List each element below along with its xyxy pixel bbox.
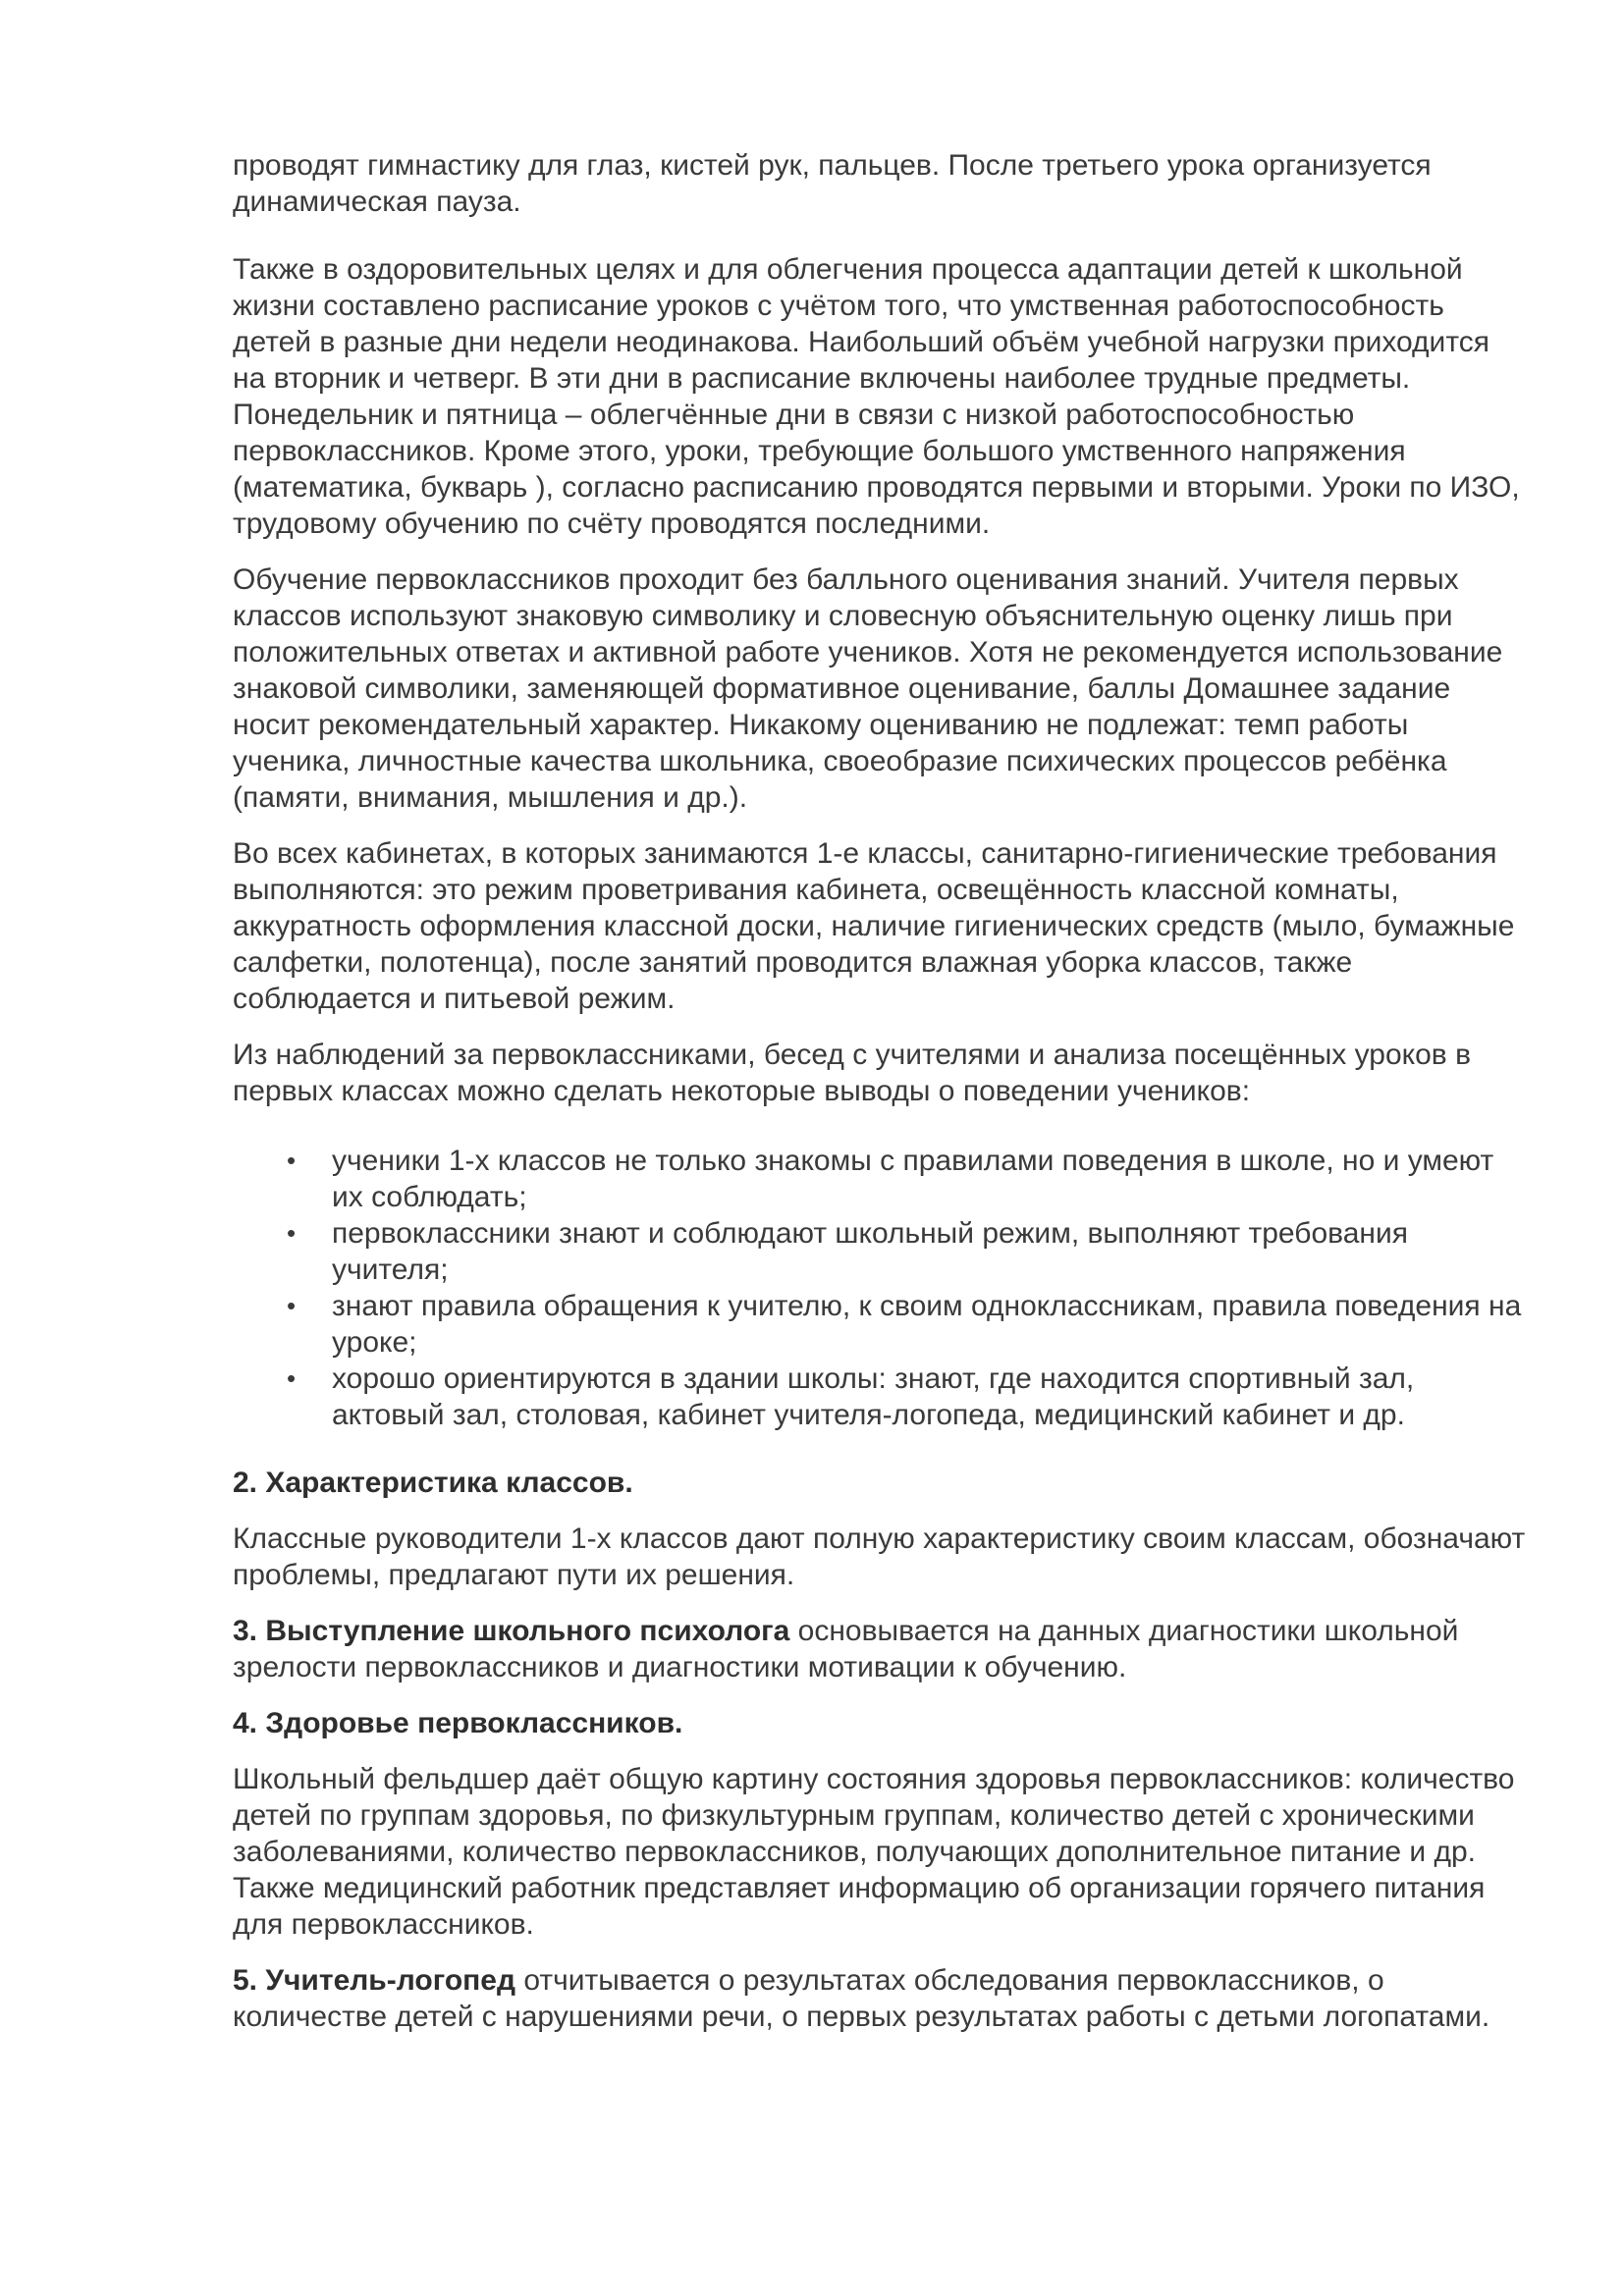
psychologist-text: основывается на данных диагностики школьной зрелости первоклассников и диагностики мотивации к обучению. bbox=[233, 1615, 1459, 1683]
paragraph-observations: Из наблюдений за первоклассниками, бесед с учителями и анализа посещённых уроков в первых классах можно сделать некоторые выводы о поведении учеников: bbox=[233, 1039, 1472, 1107]
paragraph-speech-therapist bbox=[233, 1962, 1529, 2035]
section-heading-health: 4. Здоровье первоклассников. bbox=[233, 1707, 683, 1739]
paragraph-health: Школьный фельдшер даёт общую картину состояния здоровья первоклассников: количество детей по группам здоровья, по физкультурным группам, количество детей с хроническими заболеваниями, количество первоклассников, получающих дополнительное питание и др. Также медицинский работник представляет информацию об организации горячего питания для первоклассников. bbox=[233, 1763, 1515, 1941]
section-heading-speech-therapist: 5. Учитель-логопед bbox=[233, 1964, 516, 1997]
bullet-icon: • bbox=[287, 1218, 297, 1248]
list-item-text: знают правила обращения к учителю, к своим одноклассникам, правила поведения на уроке; bbox=[332, 1290, 1522, 1359]
list-item-text: ученики 1-х классов не только знакомы с правилами поведения в школе, но и умеют их соблюдать; bbox=[332, 1145, 1494, 1213]
list-item-text: первоклассники знают и соблюдают школьный режим, выполняют требования учителя; bbox=[332, 1217, 1408, 1286]
list-item bbox=[233, 1288, 1529, 1361]
speech-therapist-text: отчитывается о результатах обследования первоклассников, о количестве детей с нарушениями речи, о первых результатах работы с детьми логопатами. bbox=[233, 1964, 1490, 2033]
paragraph-gymnastics: проводят гимнастику для глаз, кистей рук, пальцев. После третьего урока организуется динамическая пауза. bbox=[233, 149, 1432, 218]
bullet-icon: • bbox=[287, 1146, 297, 1175]
paragraph-sanitary: Во всех кабинетах, в которых занимаются 1-е классы, санитарно-гигиенические требования выполняются: это режим проветривания кабинета, освещённость классной комнаты, аккуратность оформления классной доски, наличие гигиенических средств (мыло, бумажные салфетки, полотенца), после занятий проводится влажная уборка классов, также соблюдается и питьевой режим. bbox=[233, 837, 1515, 1015]
paragraph-schedule: Также в оздоровительных целях и для облегчения процесса адаптации детей к школьной жизни составлено расписание уроков с учётом того, что умственная работоспособность детей в разные дни недели неодинакова. Наибольший объём учебной нагрузки приходится на вторник и четверг. В эти дни в расписание включены наиболее трудные предметы. Понедельник и пятница – облегчённые дни в связи с низкой работоспособностью первоклассников. Кроме этого, уроки, требующие большого умственного напряжения (математика, букварь ), согласно расписанию проводятся первыми и вторыми. Уроки по ИЗО, трудовому обучению по счёту проводятся последними. bbox=[233, 253, 1520, 540]
list-item bbox=[233, 1143, 1529, 1215]
observations-list bbox=[233, 1143, 1529, 1433]
section-heading-psychologist: 3. Выступление школьного психолога bbox=[233, 1615, 790, 1647]
document-page bbox=[233, 147, 1529, 2035]
list-item bbox=[233, 1361, 1529, 1433]
paragraph-assessment: Обучение первоклассников проходит без балльного оценивания знаний. Учителя первых классов используют знаковую символику и словесную объяснительную оценку лишь при положительных ответах и активной работе учеников. Хотя не рекомендуется использование знаковой символики, заменяющей формативное оценивание, баллы Домашнее задание носит рекомендательный характер. Никакому оцениванию не подлежат: темп работы ученика, личностные качества школьника, своеобразие психических процессов ребёнка (памяти, внимания, мышления и др.). bbox=[233, 563, 1503, 814]
paragraph-psychologist bbox=[233, 1613, 1529, 1685]
list-item-text: хорошо ориентируются в здании школы: знают, где находится спортивный зал, актовый зал, столовая, кабинет учителя-логопеда, медицинский кабинет и др. bbox=[332, 1362, 1415, 1431]
list-item bbox=[233, 1215, 1529, 1288]
bullet-icon: • bbox=[287, 1291, 297, 1320]
section-heading-class-characteristics: 2. Характеристика классов. bbox=[233, 1467, 633, 1499]
paragraph-class-characteristics: Классные руководители 1-х классов дают полную характеристику своим классам, обозначают проблемы, предлагают пути их решения. bbox=[233, 1522, 1526, 1591]
bullet-icon: • bbox=[287, 1363, 297, 1393]
